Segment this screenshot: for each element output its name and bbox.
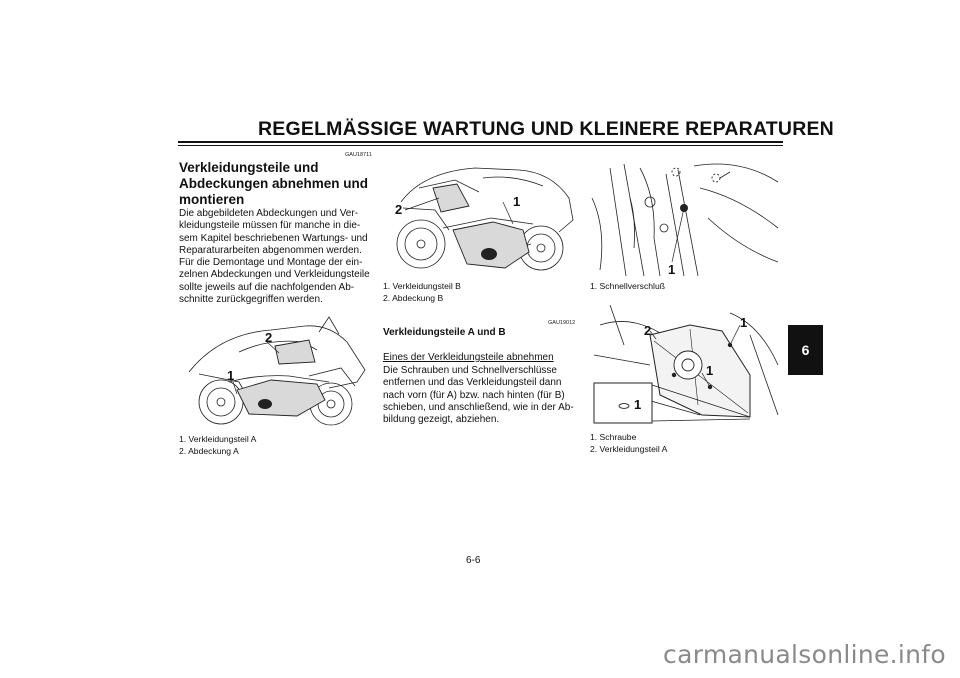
watermark: carmanualsonline.info [663,640,946,669]
caption-line: 1. Verkleidungsteil A [179,434,257,444]
paragraph-line: bildung gezeigt, abziehen. [383,414,500,426]
page-header-title: REGELMÄSSIGE WARTUNG UND KLEINERE REPARATUREN [258,118,834,140]
figure-callout: 1 [706,363,714,378]
intro-paragraph [179,208,379,306]
heading-line: montieren [179,192,245,207]
paragraph-line: Die abgebildeten Abdeckungen und Ver- [179,208,359,219]
figure-callout: 1 [513,194,521,209]
figure-callout: 1 [634,397,642,412]
paragraph-line: schnitte zurückgegriffen werden. [179,294,323,306]
paragraph-line: schieben, und anschließend, wie in der Ab- [383,401,574,413]
heading-line: Verkleidungsteile und [179,160,319,175]
caption-line: 1. Verkleidungsteil B [383,281,461,291]
figure-caption [179,433,256,458]
paragraph-line: nach vorn (für A) bzw. nach hinten (für B) [383,389,565,401]
paragraph-line: sem Kapitel beschriebenen Wartungs- und [179,232,368,244]
subsection-heading: Verkleidungsteile A und B [383,327,506,338]
figure-callout: 1 [227,368,235,383]
caption-line: 2. Verkleidungsteil A [590,444,668,455]
figure-quick-fastener [590,158,782,276]
caption-line: 2. Abdeckung B [383,293,444,304]
paragraph-line: sollte jeweils auf die nachfolgenden Ab- [179,281,355,293]
figure-fairing-b [383,158,579,276]
paragraph-line: Die Schrauben und Schnellverschlüsse [383,365,557,376]
caption-line: 1. Schraube [590,432,637,442]
fairing-screws-illustration [590,305,782,427]
figure-caption [383,280,461,305]
heading-line: Abdeckungen abnehmen und [179,176,369,191]
section-code: GAU18711 [345,152,372,158]
figure-screws [590,305,782,427]
procedure-paragraph [383,365,583,426]
paragraph-line: entfernen und das Verkleidungsteil dann [383,377,562,389]
section-heading [179,160,379,208]
figure-caption: 1. Schnellverschluß [590,281,665,291]
paragraph-line: zelnen Abdeckungen und Verkleidungsteile [179,269,370,281]
motorcycle-illustration [179,312,375,430]
page-number: 6-6 [466,555,481,566]
front-fork-illustration [590,158,782,276]
figure-fairing-a [179,312,375,430]
figure-callout: 1 [668,262,676,276]
procedure-heading: Eines der Verkleidungsteile abnehmen [383,352,554,363]
figure-callout: 1 [740,315,748,330]
caption-line: 2. Abdeckung A [179,446,239,457]
figure-caption [590,431,667,456]
paragraph-line: Reparaturarbeiten abgenommen werden. [179,244,362,256]
figure-callout: 2 [644,323,652,338]
header-rule-thin [178,145,783,146]
paragraph-line: Für die Demontage und Montage der ein- [179,257,363,269]
chapter-tab: 6 [788,325,823,375]
motorcycle-illustration [383,158,579,276]
header-rule [178,141,783,143]
figure-callout: 2 [395,202,403,217]
section-code: GAU19012 [548,320,576,326]
figure-callout: 2 [265,330,273,345]
paragraph-line: kleidungsteile müssen für manche in die- [179,220,361,232]
